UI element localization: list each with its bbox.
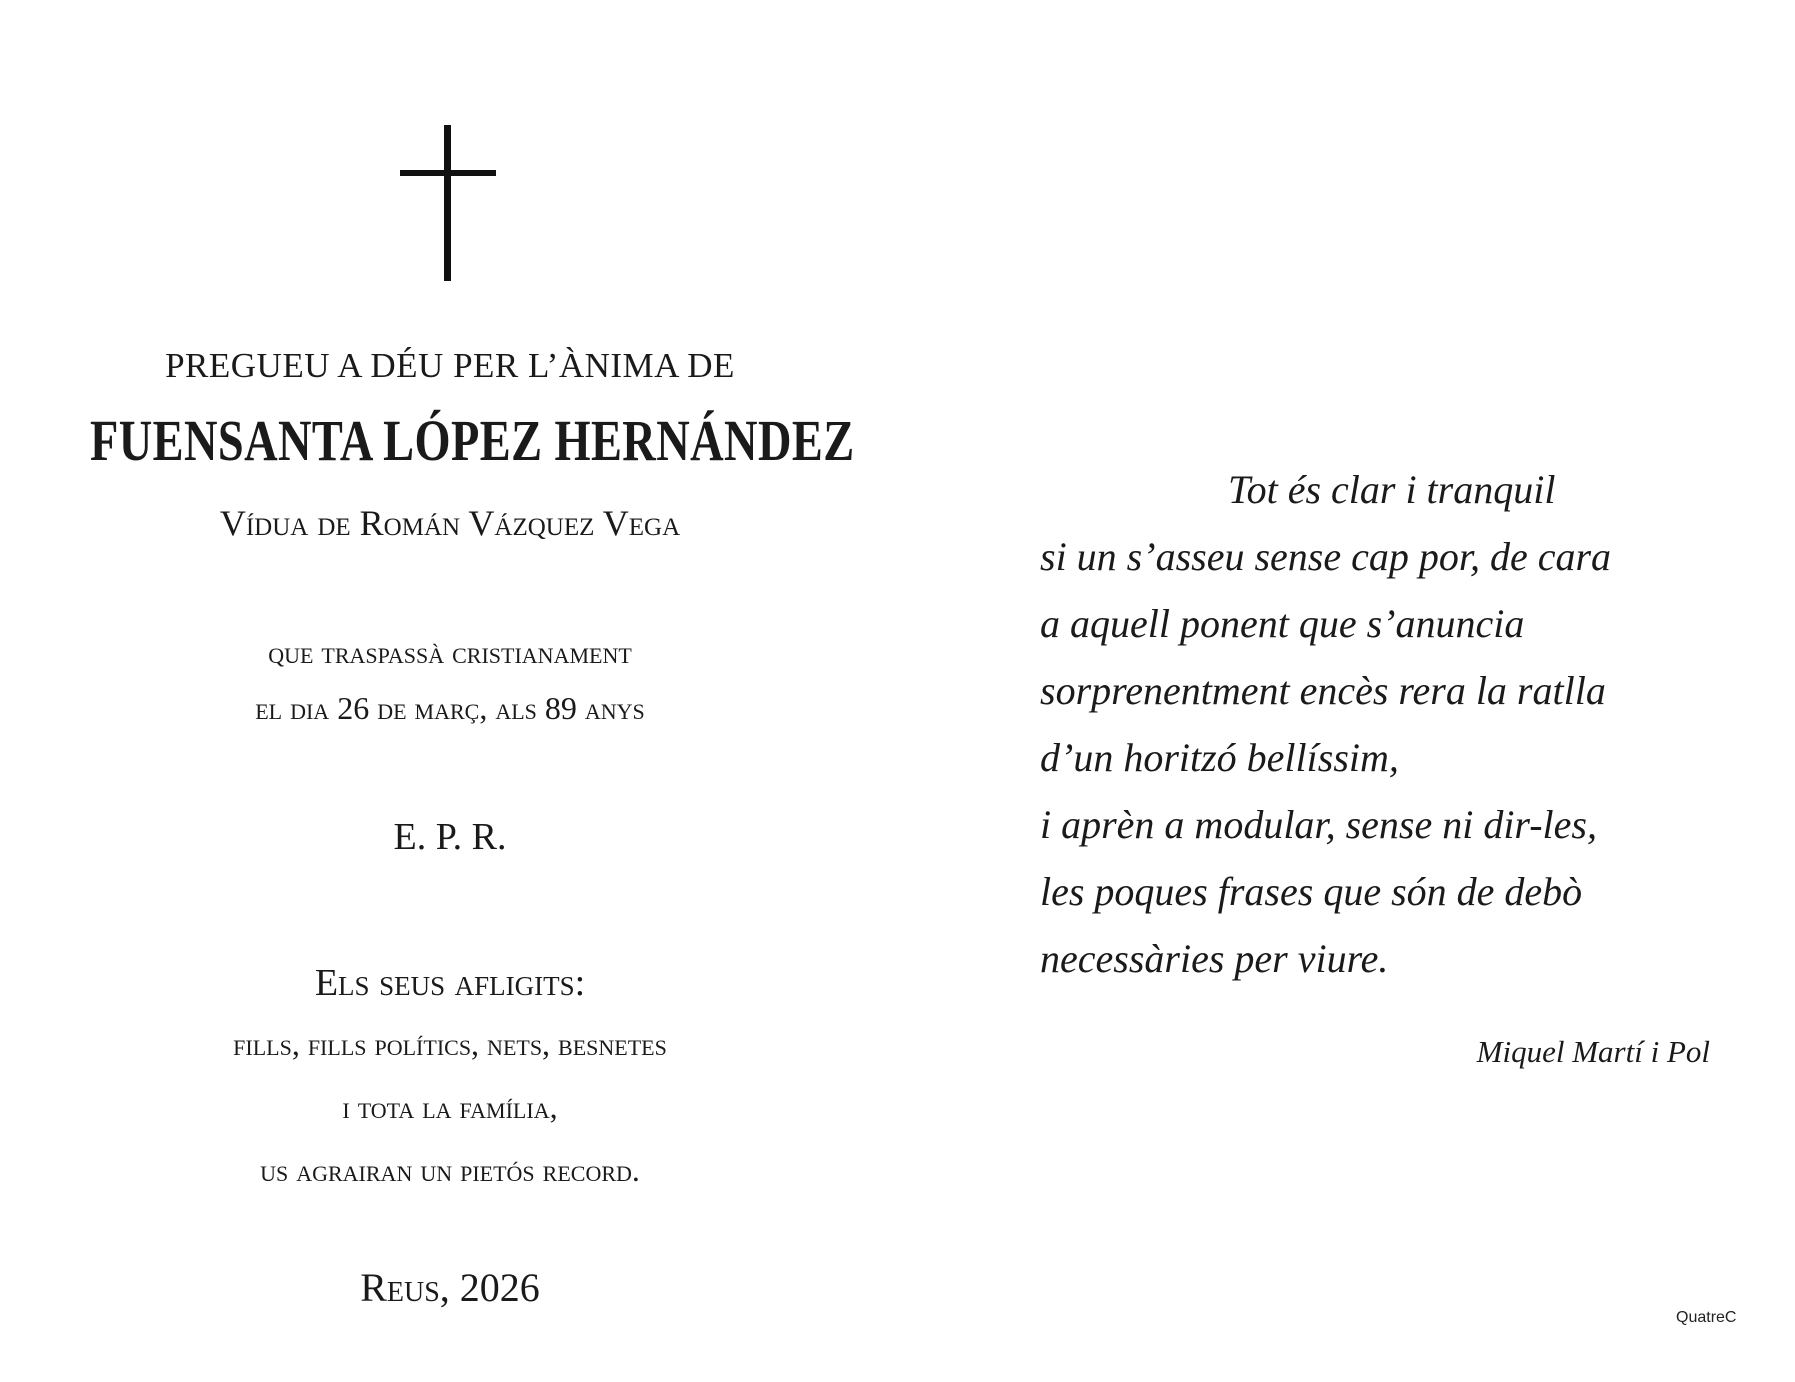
widow-of-text: Vídua de Román Vázquez Vega xyxy=(219,503,681,543)
poem-line: Tot és clar i tranquil xyxy=(1228,467,1556,512)
cross-icon xyxy=(400,125,496,281)
poem-line: necessàries per viure. xyxy=(1040,936,1389,981)
deceased-name: FUENSANTA LÓPEZ HERNÁNDEZ xyxy=(90,408,855,473)
poem-line: d’un horitzó bellíssim, xyxy=(1040,735,1399,780)
poem-panel xyxy=(1040,0,1740,1382)
passing-line-2: el dia 26 de març, als 89 anys xyxy=(255,690,645,726)
mourners-line-1: fills, fills polítics, nets, besnetes xyxy=(233,1026,667,1062)
mourners-title: Els seus afligits: xyxy=(314,962,586,1004)
cross-vertical-bar xyxy=(444,125,451,281)
cross-horizontal-bar xyxy=(400,170,496,176)
poem-line: a aquell ponent que s’anuncia xyxy=(1040,601,1525,646)
mourners-line-2: i tota la família, xyxy=(342,1089,558,1125)
printer-credit: QuatreC xyxy=(1676,1309,1737,1326)
poem-line: i aprèn a modular, sense ni dir-les, xyxy=(1040,802,1597,847)
mourners-line-3: us agrairan un pietós record. xyxy=(260,1152,640,1188)
invocation-text: PREGUEU A DÉU PER L’ÀNIMA DE xyxy=(165,346,735,385)
place-date: Reus, 2026 xyxy=(360,1265,540,1310)
poem-author: Miquel Martí i Pol xyxy=(1476,1034,1710,1069)
passing-line-1: que traspassà cristianament xyxy=(268,634,632,670)
poem-line: les poques frases que són de debò xyxy=(1040,869,1583,914)
poem-line: sorprenentment encès rera la ratlla xyxy=(1040,668,1606,713)
poem-line: si un s’asseu sense cap por, de cara xyxy=(1040,534,1612,579)
rip-text: E. P. R. xyxy=(393,816,507,858)
